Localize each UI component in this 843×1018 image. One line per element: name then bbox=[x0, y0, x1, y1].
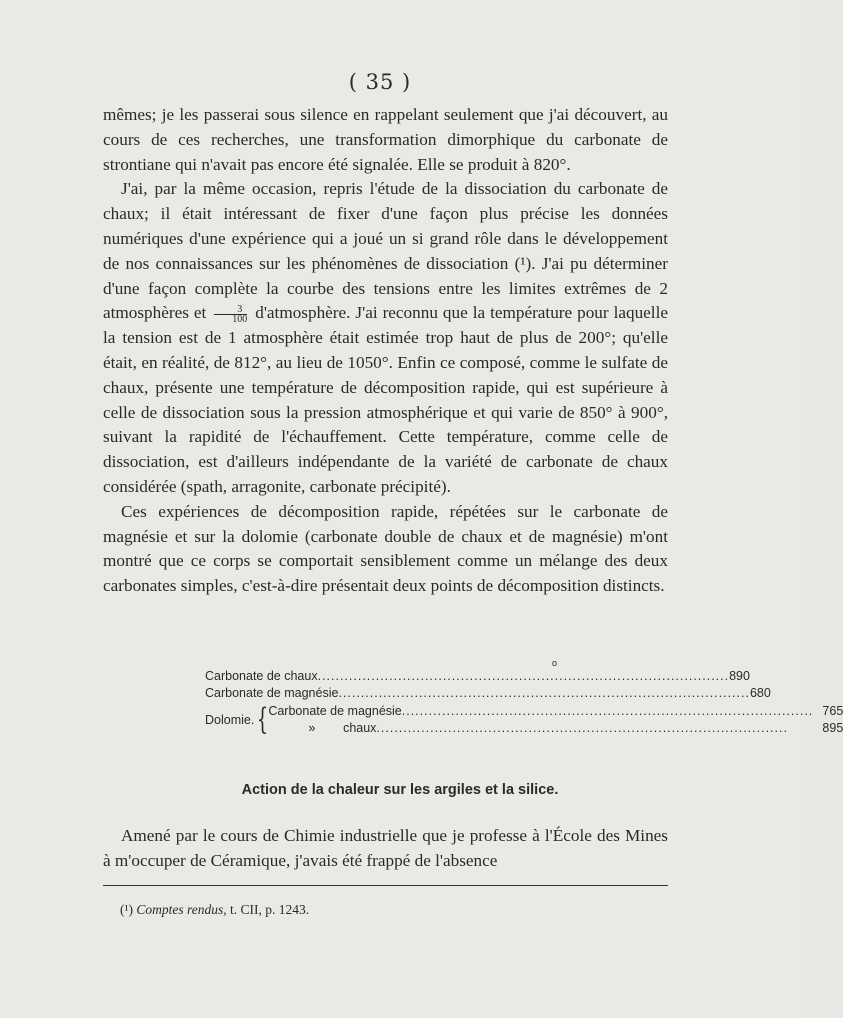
fraction bbox=[214, 305, 247, 324]
dolomie-label: Dolomie. bbox=[205, 712, 255, 727]
row-label: Carbonate de magnésie bbox=[205, 686, 339, 700]
paragraph-2-part-a: J'ai, par la même occasion, repris l'étude de la dissociation du carbonate de chaux; il était intéressant de fixer d'une façon plus précise les données numériques d'une expérience qui a joué un si grand rôle dans le développement de nos connaissances sur les phénomènes de dissociation (¹). J'ai pu déterminer d'une façon complète la courbe des tensions entre les limites extrêmes de 2 atmosphères et bbox=[103, 179, 668, 323]
fraction-denominator: 100 bbox=[232, 314, 248, 326]
degree-symbol: o bbox=[552, 658, 558, 668]
footnote-rest: t. CII, p. 1243. bbox=[230, 902, 310, 917]
footnote-divider bbox=[103, 885, 668, 886]
paragraph-1-line-3: du carbonate de strontiane qui n'avait pas encore été signalée. Elle se bbox=[103, 129, 668, 174]
row-value: 680 bbox=[749, 686, 771, 700]
row-label: Carbonate de magnésie bbox=[268, 704, 402, 718]
section-heading: Action de la chaleur sur les argiles et la silice. bbox=[241, 782, 559, 798]
decomposition-table bbox=[205, 668, 843, 737]
row-value: 765 bbox=[822, 704, 843, 718]
leader-dots bbox=[318, 668, 730, 685]
paragraph-2-part-b: d'atmosphère. J'ai reconnu que la température pour laquelle la tension est de 1 atmosphère était estimée trop haut de plus de 200°; qu'elle était, en réalité, de 812°, au lieu de 1050°. Enfin ce composé, comme le sulfate de chaux, présente une température de décomposition rapide, qui est supérieure à celle de dissociation sous la pression atmosphérique et qui varie de 850° à 900°, suivant la rapidité de l'échauffement. Cette température, comme celle de dissociation, est d'ailleurs indépendante de la variété de carbonate de chaux considérée (spath, arragonite, carbonate précipité). bbox=[103, 303, 668, 496]
footnote-mark: (¹) bbox=[120, 902, 137, 917]
table-row bbox=[268, 720, 843, 737]
dolomie-group bbox=[205, 702, 843, 737]
row-label: » chaux bbox=[308, 721, 377, 735]
dolomie-rows bbox=[268, 703, 843, 737]
fraction-numerator: 3 bbox=[214, 305, 247, 315]
leader-dots bbox=[338, 685, 750, 702]
paragraph-1 bbox=[103, 103, 668, 177]
page-number: ( 35 ) bbox=[348, 70, 412, 94]
table-row bbox=[205, 685, 771, 702]
table-row bbox=[268, 703, 843, 720]
paragraph-1-line-1: mêmes; je les passerai sous silence en rappelant seulement que j'ai bbox=[103, 105, 575, 124]
paragraph-1-line-2: découvert, au cours de ces recherches, une transformation dimorphique bbox=[103, 105, 668, 149]
main-text-continued bbox=[103, 824, 668, 874]
paragraph-1-line-4: produit à 820°. bbox=[467, 154, 571, 174]
row-value: 895 bbox=[822, 721, 843, 735]
footnote bbox=[120, 902, 309, 918]
brace: { bbox=[257, 702, 269, 737]
footnote-title: Comptes rendus, bbox=[136, 902, 231, 917]
leader-dots bbox=[402, 703, 814, 720]
leader-dots bbox=[376, 720, 813, 737]
paragraph-3: Ces expériences de décomposition rapide, répétées sur le carbonate de magnésie et sur la dolomie (carbonate double de chaux et de magnésie) m'ont montré que ce corps se comportait sensiblement comme un mélange des deux carbonates simples, c'est-à-dire présentait deux points de décomposition distincts. bbox=[103, 501, 668, 596]
main-text bbox=[103, 103, 668, 599]
paragraph-2 bbox=[103, 177, 668, 499]
paragraph-4: Amené par le cours de Chimie industrielle que je professe à l'École des Mines à m'occuper de Céramique, j'avais été frappé de l'absence bbox=[103, 826, 668, 870]
table-row bbox=[205, 668, 750, 685]
row-value: 890 bbox=[729, 669, 750, 683]
row-label: Carbonate de chaux bbox=[205, 669, 318, 683]
